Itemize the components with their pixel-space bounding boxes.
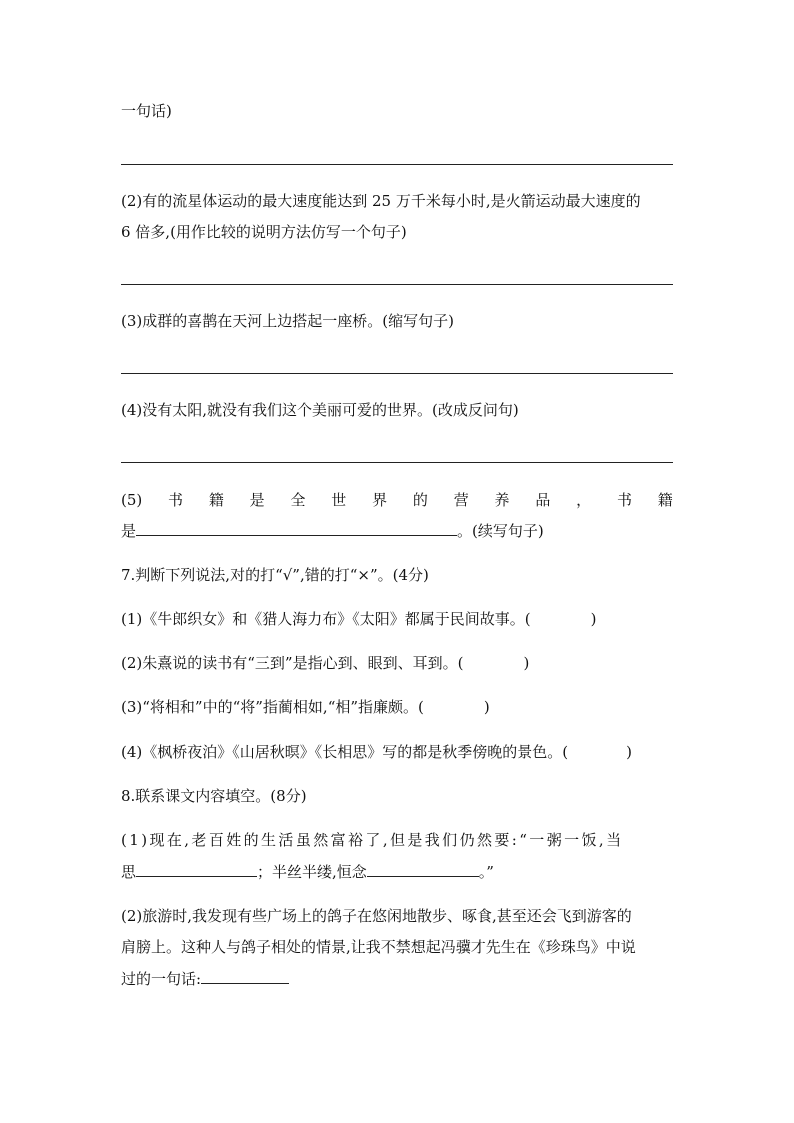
q6-item5-word: 的 <box>412 491 428 509</box>
q6-item5-word: 品 <box>535 491 551 509</box>
q7-item-1 <box>121 609 673 629</box>
q8-item2-line2: 肩膀上。这种人与鸽子相处的情景,让我不禁想起冯骥才先生在《珍珠鸟》中说 <box>121 938 636 956</box>
q6-item5-word: 营 <box>453 491 469 509</box>
q6-item5-word: 养 <box>494 491 510 509</box>
q7-item-close: ) <box>523 654 530 672</box>
q6-item5-word: 书 <box>616 491 632 509</box>
q6-tail-text: 一句话) <box>121 102 172 120</box>
q7-item-text: (3)“将相和”中的“将”指蔺相如,“相”指廉颇。( <box>121 698 424 716</box>
q8-item1-line2 <box>121 861 673 882</box>
q7-item-3 <box>121 697 673 717</box>
q6-item5-word: 世 <box>331 491 347 509</box>
q8-item2-line3-text: 过的一句话: <box>121 970 202 988</box>
q6-item5-word: 全 <box>290 491 306 509</box>
q8-item2-line3 <box>121 968 673 989</box>
q6-item5-word: 界 <box>372 491 388 509</box>
q7-item-close: ) <box>590 610 597 628</box>
q7-item-4 <box>121 742 673 762</box>
q6-item5-line2 <box>121 520 673 541</box>
q6-item4-text: (4)没有太阳,就没有我们这个美丽可爱的世界。(改成反问句) <box>121 401 519 419</box>
q8-item1-text-b: ；半丝半缕,恒念 <box>257 863 367 881</box>
fill-blank-3[interactable] <box>367 861 479 877</box>
q8-item1-line1-text: (1)现在,老百姓的生活虽然富裕了,但是我们仍然要:“一粥一饭,当 <box>121 831 624 849</box>
q7-item-text: (4)《枫桥夜泊》《山居秋暝》《长相思》写的都是秋季傍晚的景色。( <box>121 743 569 761</box>
q8-item1-text-c: 。” <box>478 863 494 881</box>
answer-line-3[interactable] <box>121 373 673 374</box>
q6-item5-word: 籍 <box>208 491 224 509</box>
fill-blank-1[interactable] <box>136 520 457 536</box>
q6-item5-word: 是 <box>249 491 265 509</box>
q7-item-close: ) <box>483 698 490 716</box>
q6-item2-line2: 6 倍多,(用作比较的说明方法仿写一个句子) <box>121 223 407 241</box>
q6-item5-word: 书 <box>168 491 184 509</box>
q6-item5-word: ， <box>576 491 592 509</box>
answer-line-1[interactable] <box>121 164 673 165</box>
q6-item5-prefix: 是 <box>121 522 137 540</box>
q6-item3-text: (3)成群的喜鹊在天河上边搭起一座桥。(缩写句子) <box>121 312 454 330</box>
answer-line-4[interactable] <box>121 462 673 463</box>
q8-item1-line1 <box>121 830 673 850</box>
q6-item5-line1 <box>121 490 673 510</box>
q8-title: 8.联系课文内容填空。(8分) <box>121 787 307 805</box>
q7-item-close: ) <box>626 743 632 761</box>
q7-item-text: (2)朱熹说的读书有“三到”是指心到、眼到、耳到。( <box>121 654 464 672</box>
q8-item2-line1: (2)旅游时,我发现有些广场上的鸽子在悠闲地散步、啄食,甚至还会飞到游客的 <box>121 907 632 925</box>
q7-item-2 <box>121 653 673 673</box>
q7-title: 7.判断下列说法,对的打“√”,错的打“×”。(4分) <box>121 566 429 584</box>
q6-item5-word: 籍 <box>657 491 673 509</box>
fill-blank-2[interactable] <box>136 861 257 877</box>
q6-item5-word: (5) <box>121 491 143 509</box>
fill-blank-4[interactable] <box>201 968 289 984</box>
q6-item2-line1: (2)有的流星体运动的最大速度能达到 25 万千米每小时,是火箭运动最大速度的 <box>121 192 641 210</box>
answer-line-2[interactable] <box>121 284 673 285</box>
q6-item5-suffix: 。(续写句子) <box>457 522 544 540</box>
q8-item1-text-a: 思 <box>121 863 137 881</box>
q7-item-text: (1)《牛郎织女》和《猎人海力布》《太阳》都属于民间故事。( <box>121 610 531 628</box>
